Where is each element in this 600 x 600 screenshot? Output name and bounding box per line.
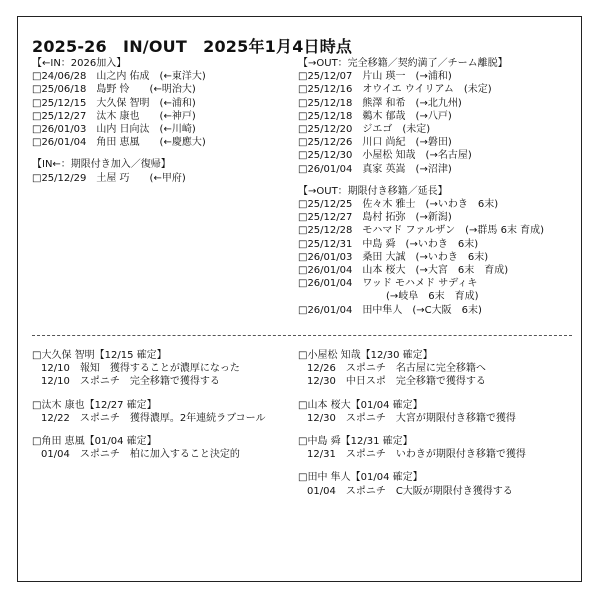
player-name: 土屋 巧 (←甲府) (96, 172, 186, 184)
player-name: 小屋松 知哉 (→名古屋) (362, 150, 472, 162)
list-item (298, 277, 578, 290)
in-2026-header: 【←IN：2026加入】 (32, 58, 127, 69)
player-name: 鵜木 郁哉 (→八戸) (362, 110, 452, 122)
list-item (32, 123, 292, 136)
news-player-header: □大久保 智明【12/15 確定】 (32, 350, 167, 361)
out-loan-list (298, 198, 578, 317)
transfer-date: □26/01/04 (298, 304, 353, 316)
player-name: 山内 日向汰 (←川崎) (96, 124, 196, 136)
page-frame (17, 16, 582, 582)
transfer-date: □25/06/18 (32, 84, 87, 96)
player-name: 中島 舜 (→いわき 6末) (362, 238, 479, 250)
player-name: 川口 尚紀 (→磐田) (362, 137, 452, 149)
news-player-header: □角田 恵風【01/04 確定】 (32, 436, 157, 448)
list-item (298, 110, 578, 123)
news-report-line: 12/30 中日スポ 完全移籍で獲得する (307, 376, 486, 388)
list-item (32, 136, 292, 149)
player-name: (→岐阜 6末 育成) (366, 291, 479, 303)
list-item (298, 149, 578, 162)
page-title: 2025-26 IN/OUT 2025年1月4日時点 (32, 37, 353, 56)
player-name: 汰木 康也 (←神戸) (96, 110, 196, 122)
news-report-line: 12/30 スポニチ 大宮が期限付き移籍で獲得 (307, 412, 516, 424)
transfer-date: □25/12/27 (32, 110, 87, 122)
news-player-header: □田中 隼人【01/04 確定】 (298, 472, 423, 484)
player-name: モハマド ファルザン (→群馬 6末 育成) (362, 225, 545, 237)
transfer-date: □25/12/31 (298, 238, 353, 250)
list-item (298, 123, 578, 136)
transfer-date: □25/12/18 (298, 97, 353, 109)
out-loan-header: 【→OUT：期限付き移籍／延長】 (298, 185, 448, 197)
player-name: ワッド モハメド サディキ (362, 278, 478, 290)
transfer-date: □26/01/04 (298, 278, 353, 290)
news-block (32, 349, 294, 389)
transfer-date: □25/12/25 (298, 199, 353, 211)
transfer-date: □26/01/03 (298, 251, 353, 263)
list-item (298, 198, 578, 211)
player-name: 島村 拓弥 (→新潟) (362, 212, 452, 224)
transfer-date: □26/01/04 (298, 163, 353, 175)
player-name: 片山 瑛一 (→浦和) (362, 71, 452, 83)
news-left-column (32, 349, 294, 471)
list-item (298, 224, 578, 237)
transfer-date: □25/12/20 (298, 124, 353, 136)
news-block (298, 471, 578, 497)
news-player-header: □中島 舜【12/31 確定】 (298, 436, 413, 448)
list-item (298, 251, 578, 264)
transfer-date (298, 290, 356, 303)
transfer-date: □25/12/27 (298, 212, 353, 224)
transfer-date: □25/12/07 (298, 71, 353, 83)
news-report-line: 01/04 スポニチ C大阪が期限付き獲得する (307, 485, 513, 497)
news-report-line: 12/26 スポニチ 名古屋に完全移籍へ (307, 363, 486, 375)
player-name: 熊澤 和希 (→北九州) (362, 97, 462, 109)
player-name: 佐々木 雅士 (→いわき 6末) (362, 199, 499, 211)
list-item (298, 211, 578, 224)
transfer-date: □25/12/30 (298, 150, 353, 162)
transfer-date: □25/12/15 (32, 97, 87, 109)
news-block (298, 349, 578, 389)
transfer-date: □26/01/03 (32, 124, 87, 136)
transfer-date: □26/01/04 (32, 137, 87, 149)
out-column (298, 57, 578, 317)
player-name: オウイエ ウイリアム (未定) (362, 84, 492, 96)
list-item (298, 163, 578, 176)
news-block (298, 399, 578, 425)
news-report-line: 12/31 スポニチ いわきが期限付き移籍で獲得 (307, 449, 526, 461)
transfer-date: □25/12/16 (298, 84, 353, 96)
player-name: 真家 英嵩 (→沼津) (362, 163, 452, 175)
list-item (32, 172, 292, 185)
news-player-header: □山本 桜大【01/04 確定】 (298, 399, 423, 411)
transfer-date: □25/12/28 (298, 225, 353, 237)
news-right-column (298, 349, 578, 508)
news-player-header: □小屋松 知哉【12/30 確定】 (298, 350, 433, 361)
in-column (32, 57, 292, 185)
out-full-list (298, 70, 578, 176)
news-report-line: 12/22 スポニチ 獲得濃厚。2年連続ラブコール (41, 412, 266, 424)
transfer-date: □25/12/29 (32, 172, 87, 184)
list-item (298, 70, 578, 83)
news-block (32, 435, 294, 461)
news-player-header: □汰木 康也【12/27 確定】 (32, 399, 157, 411)
list-item (32, 97, 292, 110)
transfer-date: □24/06/28 (32, 71, 87, 83)
list-item (32, 110, 292, 123)
in-2026-list (32, 70, 292, 149)
list-item (298, 97, 578, 110)
list-item (298, 290, 578, 303)
news-report-line: 12/10 報知 獲得することが濃厚になった (41, 363, 240, 375)
transfer-date: □25/12/26 (298, 137, 353, 149)
player-name: 桑田 大誠 (→いわき 6末) (362, 251, 489, 263)
player-name: 山之内 佑成 (←東洋大) (96, 71, 206, 83)
list-item (298, 304, 578, 317)
player-name: 大久保 智明 (←浦和) (96, 97, 196, 109)
player-name: ジエゴ (未定) (362, 124, 431, 136)
news-report-line: 01/04 スポニチ 柏に加入すること決定的 (41, 449, 240, 461)
transfer-date: □25/12/18 (298, 110, 353, 122)
list-item (298, 136, 578, 149)
player-name: 角田 恵風 (←慶應大) (96, 137, 206, 149)
player-name: 田中隼人 (→C大阪 6末) (362, 304, 482, 316)
in-loan-list (32, 172, 292, 185)
news-block (32, 399, 294, 425)
section-divider (32, 335, 572, 336)
transfer-date: □26/01/04 (298, 265, 353, 277)
list-item (298, 264, 578, 277)
list-item (298, 83, 578, 96)
news-report-line: 12/10 スポニチ 完全移籍で獲得する (41, 376, 220, 388)
list-item (298, 238, 578, 251)
out-full-header: 【→OUT：完全移籍／契約満了／チーム離脱】 (298, 58, 508, 69)
list-item (32, 70, 292, 83)
news-block (298, 435, 578, 461)
in-loan-header: 【IN←：期限付き加入／復帰】 (32, 159, 171, 171)
player-name: 島野 怜 (←明治大) (96, 84, 196, 96)
player-name: 山本 桜大 (→大宮 6末 育成) (362, 265, 509, 277)
list-item (32, 83, 292, 96)
